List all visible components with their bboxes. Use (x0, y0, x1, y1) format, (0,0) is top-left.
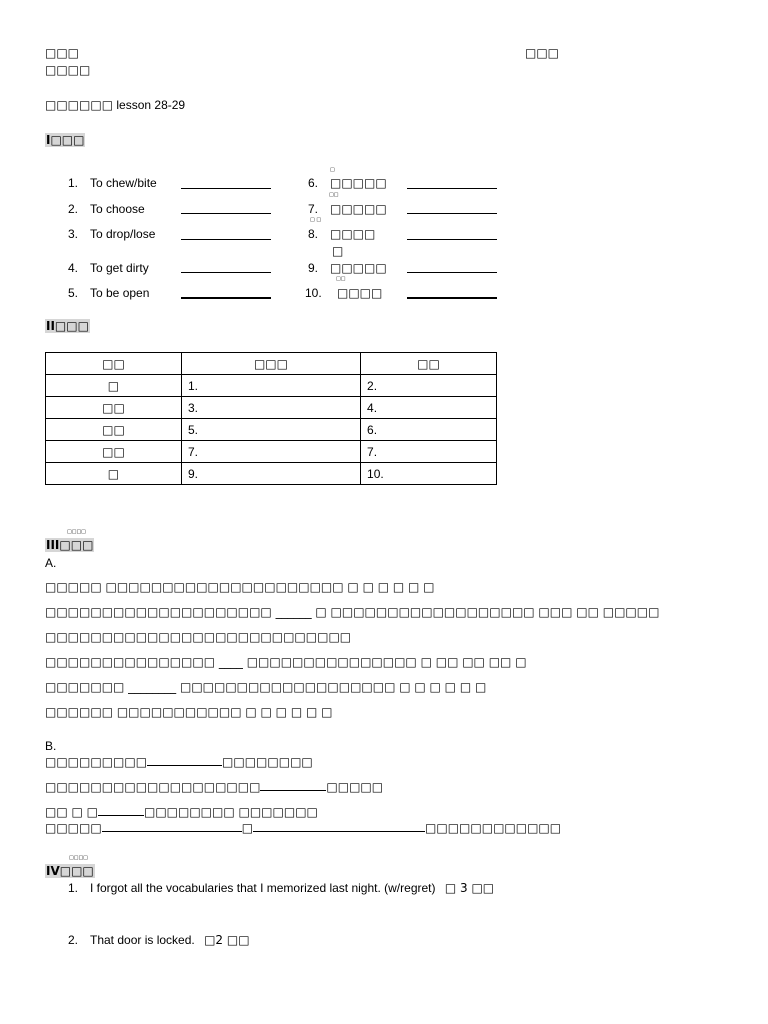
answer-line-6[interactable] (407, 188, 497, 189)
section3-part-a-label: A. (45, 556, 57, 570)
translation-item-2: 2. That door is locked. □2 □□ (68, 933, 250, 947)
passage-b-line-4: □□□□□ □ □□□□□□□□□□□□ (45, 821, 562, 835)
passage-a-line-4: □□□□□□□□□□□□□□□ ____ □□□□□□□□□□□□□□□ □ □□ □□ □□ □ (45, 655, 527, 669)
passage-a-line-2: □□□□□□□□□□□□□□□□□□□□ ______ □ □□□□□□□□□□□□□□□□□□ □□□ □□ □□□□□ (45, 605, 660, 619)
table-header-cell: □□□ (181, 353, 360, 375)
vocab-item-4: 4. To get dirty (68, 261, 149, 275)
blank-b5[interactable] (253, 831, 425, 832)
table-cell-answer[interactable]: 10. (361, 463, 497, 485)
section3-heading: III□□□ (46, 538, 94, 552)
translation-item-1: 1. I forgot all the vocabularies that I memorized last night. (w/regret) □ 3 □□ (68, 881, 495, 895)
passage-b-line-1: □□□□□□□□□ □□□□□□□□ (45, 755, 313, 769)
table-row (46, 375, 497, 397)
table-cell-word: □□ (46, 419, 182, 441)
vocab-item-9: 9. □□□□□ (308, 261, 387, 275)
table-cell-word: □□ (46, 397, 182, 419)
section4-ruby: □□□□ (69, 855, 88, 861)
vocab-item-5: 5. To be open (68, 286, 150, 300)
answer-line-3[interactable] (181, 239, 271, 240)
table-cell-word: □□ (46, 441, 182, 463)
table-cell-word: □ (46, 375, 182, 397)
table-cell-answer[interactable]: 4. (361, 397, 497, 419)
section4-heading: IV□□□ (46, 864, 94, 878)
table-row (46, 397, 497, 419)
ruby-10: □□ (336, 276, 346, 282)
ruby-6: □ (330, 167, 335, 173)
table-cell-answer[interactable]: 7. (181, 441, 360, 463)
answer-line-4[interactable] (181, 272, 271, 273)
blank-b1[interactable] (147, 765, 222, 766)
worksheet-title (45, 98, 185, 112)
title-prefix: □□□□□□ (45, 98, 114, 112)
section1-heading: I□□□ (46, 133, 85, 147)
table-cell-answer[interactable]: 3. (181, 397, 360, 419)
header-class-label: □□□□ (45, 63, 91, 77)
table-cell-answer[interactable]: 1. (181, 375, 360, 397)
section3-part-b-label: B. (45, 739, 57, 753)
header-name-label: □□□ (45, 46, 80, 60)
passage-b-line-3: □□ □ □ □□□□□□□□ □□□□□□□ (45, 805, 318, 819)
table-cell-answer[interactable]: 7. (361, 441, 497, 463)
answer-line-8[interactable] (407, 239, 497, 240)
table-row (46, 419, 497, 441)
answer-line-10[interactable] (407, 297, 497, 299)
vocab-item-1: 1. To chew/bite (68, 176, 157, 190)
table-header-cell: □□ (46, 353, 182, 375)
table-header-cell: □□ (361, 353, 497, 375)
vocab-item-2: 2. To choose (68, 202, 145, 216)
vocab-item-8-extra: □ (332, 244, 344, 258)
blank-b4[interactable] (102, 831, 242, 832)
passage-b-line-2: □□□□□□□□□□□□□□□□□□□ □□□□□ (45, 780, 384, 794)
answer-line-9[interactable] (407, 272, 497, 273)
passage-a-line-6: □□□□□□ □□□□□□□□□□□ □ □ □ □ □ □ (45, 705, 333, 719)
table-cell-answer[interactable]: 6. (361, 419, 497, 441)
vocab-item-7: 7. □□□□□ (308, 202, 387, 216)
vocab-item-6: 6. □□□□□ (308, 176, 387, 190)
passage-a-line-1: □□□□□ □□□□□□□□□□□□□□□□□□□□□ □ □ □ □ □ □ (45, 580, 435, 594)
passage-a-line-3: □□□□□□□□□□□□□□□□□□□□□□□□□□□ (45, 630, 352, 644)
table-cell-answer[interactable]: 2. (361, 375, 497, 397)
blank-b3[interactable] (98, 815, 144, 816)
section2-heading: II□□□ (46, 319, 89, 333)
table-cell-answer[interactable]: 9. (181, 463, 360, 485)
title-lesson: lesson 28-29 (116, 98, 186, 112)
header-right-label: □□□ (525, 46, 560, 60)
ruby-7: □□ (329, 192, 339, 198)
answer-line-7[interactable] (407, 213, 497, 214)
vocab-item-10: 10. □□□□ (305, 286, 383, 300)
ruby-8: □ □ (310, 217, 322, 223)
conjugation-table (45, 352, 497, 485)
passage-a-line-5: □□□□□□□ ________ □□□□□□□□□□□□□□□□□□□ □ □ □ □ □ □ (45, 680, 487, 694)
table-row (46, 441, 497, 463)
answer-line-2[interactable] (181, 213, 271, 214)
table-row (46, 463, 497, 485)
table-header-row (46, 353, 497, 375)
answer-line-1[interactable] (181, 188, 271, 189)
vocab-item-3: 3. To drop/lose (68, 227, 156, 241)
answer-line-5[interactable] (181, 297, 271, 299)
section3-ruby: □□□□ (67, 529, 86, 535)
table-cell-answer[interactable]: 5. (181, 419, 360, 441)
table-cell-word: □ (46, 463, 182, 485)
blank-b2[interactable] (260, 790, 326, 791)
vocab-item-8: 8. □□□□ (308, 227, 376, 241)
